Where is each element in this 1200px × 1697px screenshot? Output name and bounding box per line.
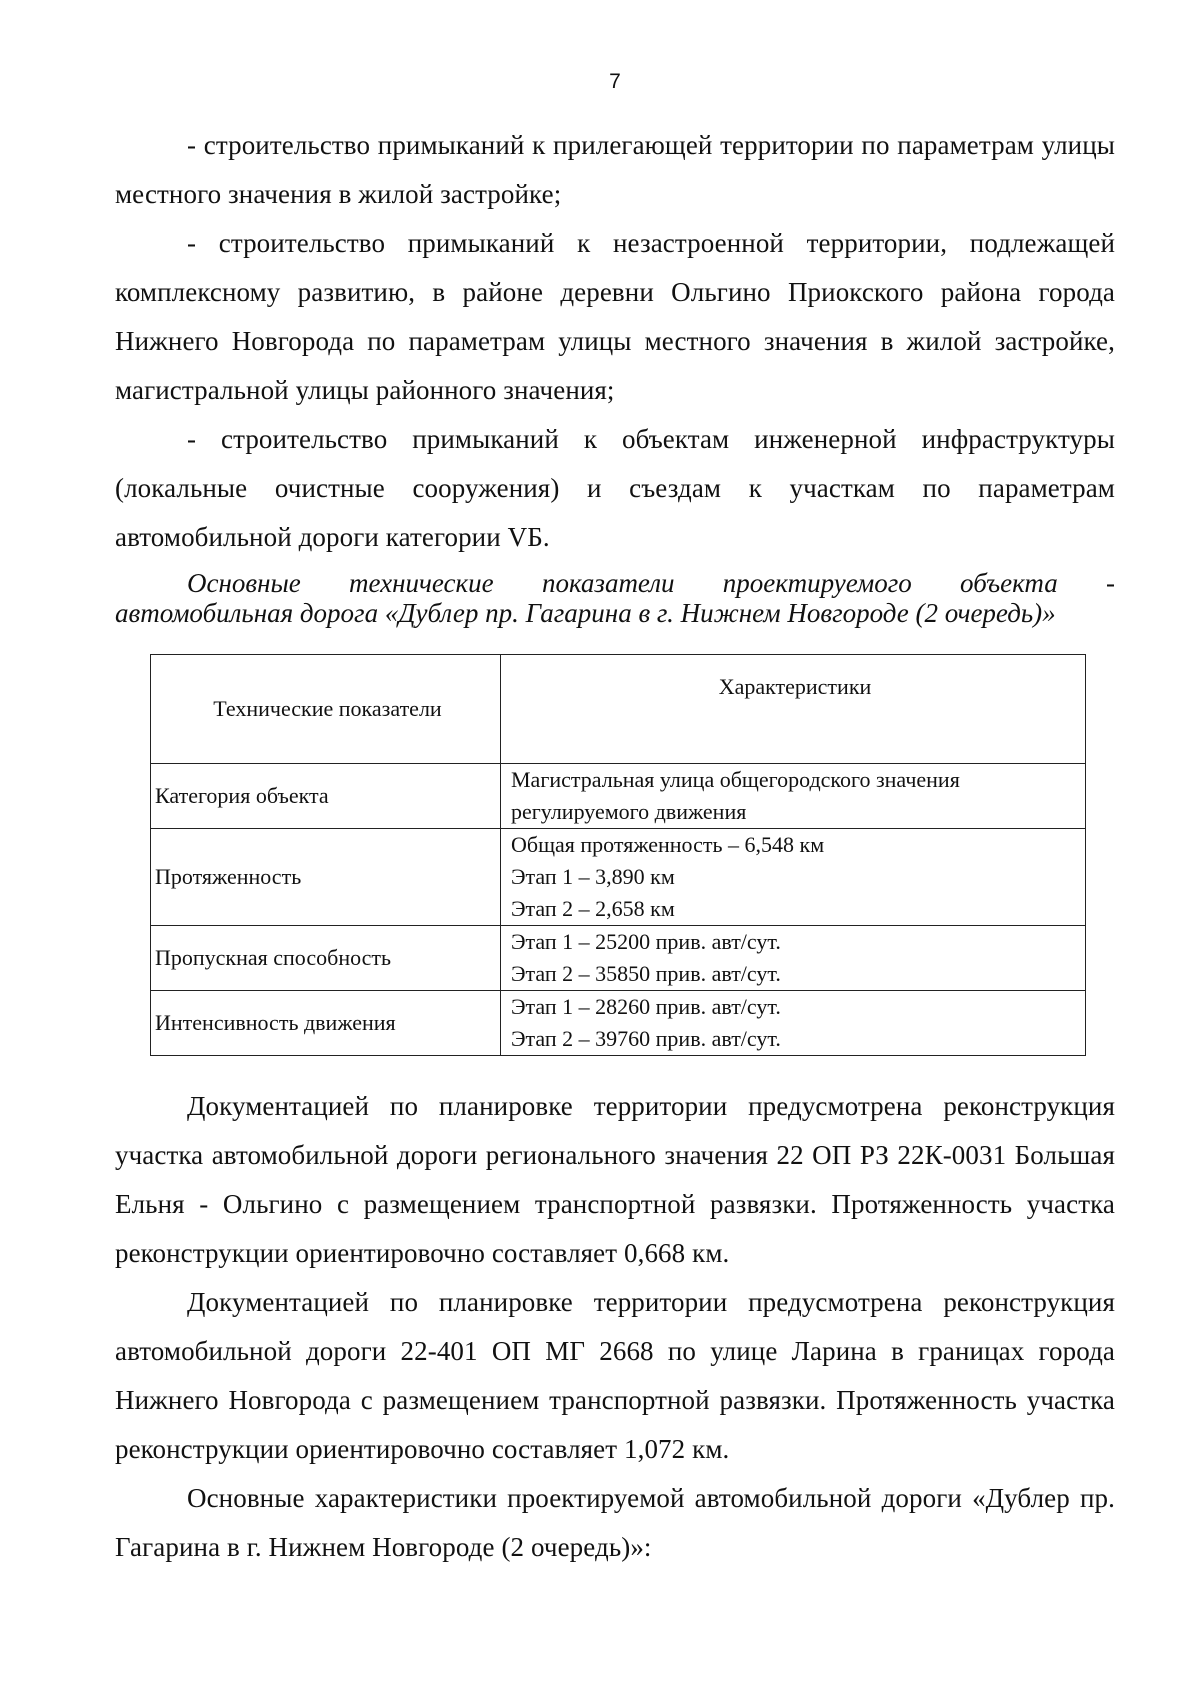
header-technical-indicators: Технические показатели: [151, 655, 501, 764]
intro-item-3: - строительство примыканий к объектам инженерной инфраструктуры (локальные очистные сооружения) и съездам к участкам по параметрам автомобильной дороги категории VБ.: [115, 424, 1115, 552]
row-value-category: [501, 764, 1086, 829]
body-paragraph-2: Документацией по планировке территории предусмотрена реконструкция автомобильной дороги 22-401 ОП МГ 2668 по улице Ларина в границах города Нижнего Новгорода с размещением транспортной развязки. Протяженность участка реконструкции ориентировочно составляет 1,072 км.: [115, 1287, 1115, 1464]
body-paragraph-1: Документацией по планировке территории предусмотрена реконструкция участка автомобильной дороги регионального значения 22 ОП РЗ 22К-0031 Большая Ельня - Ольгино с размещением транспортной развязки. Протяженность участка реконструкции ориентировочно составляет 0,668 км.: [115, 1091, 1115, 1268]
intro-section: [115, 121, 1115, 628]
body-section: [115, 1082, 1115, 1572]
header-characteristics: Характеристики: [501, 655, 1086, 764]
value-line: Этап 1 – 28260 прив. авт/сут.: [511, 994, 781, 1019]
row-label-capacity: Пропускная способность: [151, 926, 501, 991]
body-paragraph-3: Основные характеристики проектируемой автомобильной дороги «Дублер пр. Гагарина в г. Нижнем Новгороде (2 очередь)»:: [115, 1483, 1115, 1562]
row-label-category: Категория объекта: [151, 764, 501, 829]
table-caption-line-2: автомобильная дорога «Дублер пр. Гагарина в г. Нижнем Новгороде (2 очередь)»: [115, 598, 1056, 628]
row-label-length: Протяженность: [151, 829, 501, 926]
table-row: [151, 829, 1086, 926]
technical-specs-table: [150, 654, 1086, 1056]
table-caption-line-1: Основные технические показатели проектируемого объекта -: [187, 568, 1115, 598]
intro-item-1: - строительство примыканий к прилегающей территории по параметрам улицы местного значения в жилой застройке;: [115, 130, 1115, 209]
table-header-row: [151, 655, 1086, 764]
intro-item-2: - строительство примыканий к незастроенной территории, подлежащей комплексному развитию, в районе деревни Ольгино Приокского района города Нижнего Новгорода по параметрам улицы местного значения в жилой застройке, магистральной улицы районного значения;: [115, 228, 1115, 405]
value-line: Этап 2 – 39760 прив. авт/сут.: [511, 1026, 781, 1051]
value-line: регулируемого движения: [511, 799, 747, 824]
value-line: Этап 2 – 35850 прив. авт/сут.: [511, 961, 781, 986]
value-line: Общая протяженность – 6,548 км: [511, 832, 825, 857]
row-value-length: [501, 829, 1086, 926]
table-row: [151, 991, 1086, 1056]
row-value-traffic-intensity: [501, 991, 1086, 1056]
row-value-capacity: [501, 926, 1086, 991]
value-line: Этап 1 – 3,890 км: [511, 864, 675, 889]
page-number: 7: [609, 70, 621, 93]
value-line: Магистральная улица общегородского значения: [511, 767, 960, 792]
table-row: [151, 926, 1086, 991]
table-row: [151, 764, 1086, 829]
value-line: Этап 2 – 2,658 км: [511, 896, 675, 921]
row-label-traffic-intensity: Интенсивность движения: [151, 991, 501, 1056]
value-line: Этап 1 – 25200 прив. авт/сут.: [511, 929, 781, 954]
table-caption: [115, 568, 1115, 628]
